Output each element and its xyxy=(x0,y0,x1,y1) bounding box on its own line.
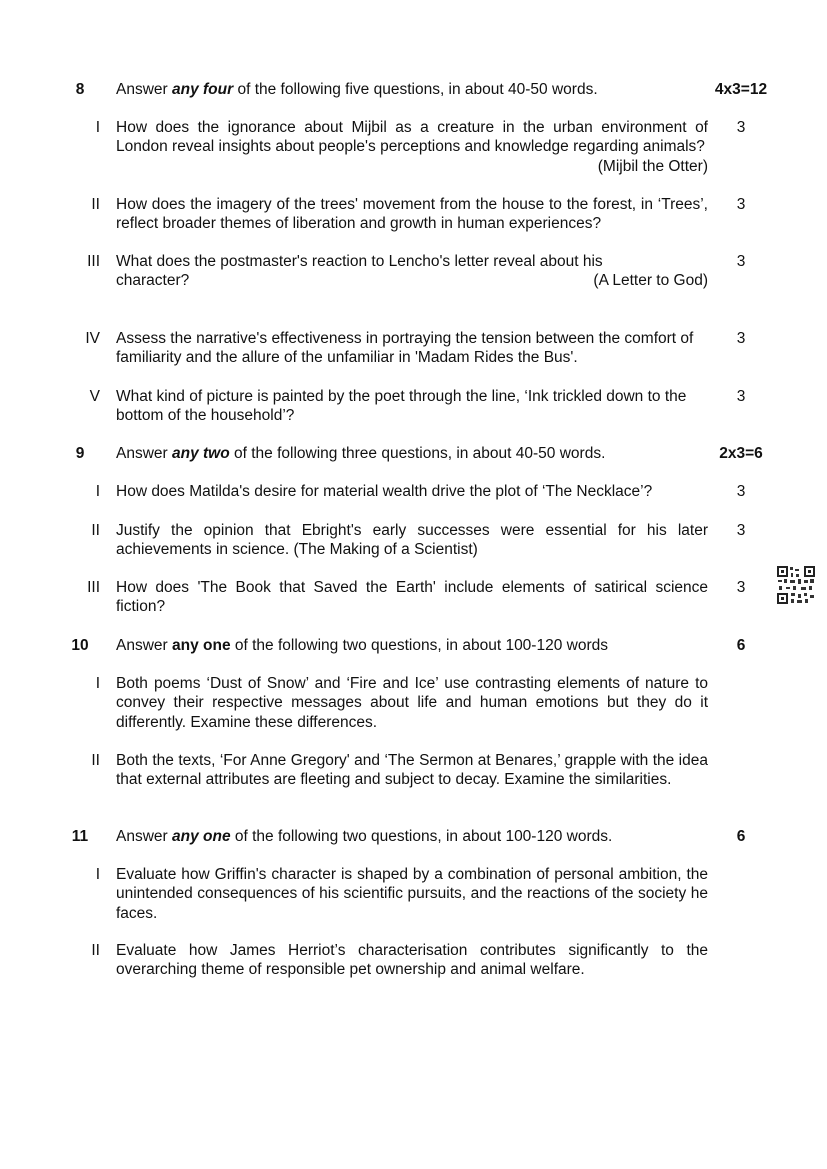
source-reference: (A Letter to God) xyxy=(593,272,708,290)
question-marks: 2x3=6 xyxy=(719,445,763,462)
sub-question-text: Justify the opinion that Ebright's early successes were essential for his later achievements in science. (The Making of a Scientist) xyxy=(116,522,708,559)
sub-question-numeral: III xyxy=(87,579,100,596)
sub-question-numeral: II xyxy=(91,942,100,959)
sub-question-text: How does Matilda's desire for material wealth drive the plot of ‘The Necklace’? xyxy=(116,483,653,500)
sub-question-text: What does the postmaster's reaction to Lencho's letter reveal about his character? (A Letter to God) xyxy=(116,253,708,290)
sub-question-marks: 3 xyxy=(736,388,746,405)
sub-question-numeral: IV xyxy=(85,330,100,347)
sub-question-numeral: II xyxy=(91,752,100,769)
sub-question-text: Both the texts, ‘For Anne Gregory' and ‘The Sermon at Benares,’ grapple with the idea that external attributes are fleeting and subject to decay. Examine the similarities. xyxy=(116,752,708,789)
sub-question-numeral: II xyxy=(91,522,100,539)
sub-question-text: Assess the narrative's effectiveness in portraying the tension between the comfort of familiarity and the allure of the unfamiliar in 'Madam Rides the Bus'. xyxy=(116,330,694,367)
sub-question-marks: 3 xyxy=(736,119,746,136)
sub-question-text: Evaluate how James Herriot’s characterisation contributes significantly to the overarching theme of responsible pet ownership and animal welfare. xyxy=(116,942,708,979)
sub-question-marks: 3 xyxy=(736,579,746,596)
sub-question-numeral: III xyxy=(87,253,100,270)
sub-question-text: Both poems ‘Dust of Snow’ and ‘Fire and Ice’ use contrasting elements of nature to convey their respective messages about life and human emotions but they do it differently. Examine these differences. xyxy=(116,675,708,731)
question-marks: 6 xyxy=(736,828,746,845)
question-number: 9 xyxy=(75,445,85,462)
question-instruction: Answer any one of the following two questions, in about 100-120 words xyxy=(116,637,608,654)
qr-code xyxy=(776,565,816,605)
sub-question-text: Evaluate how Griffin's character is shaped by a combination of personal ambition, the unintended consequences of his scientific pursuits, and the reactions of the society he faces. xyxy=(116,866,708,922)
sub-question-text: How does 'The Book that Saved the Earth' include elements of satirical science fiction? xyxy=(116,579,708,616)
sub-question-marks: 3 xyxy=(736,196,746,213)
sub-question-numeral: I xyxy=(95,866,100,883)
question-marks: 6 xyxy=(736,637,746,654)
question-number: 11 xyxy=(71,828,89,845)
sub-question-text: What kind of picture is painted by the poet through the line, ‘Ink trickled down to the bottom of the household’? xyxy=(116,388,687,425)
sub-question-numeral: I xyxy=(95,675,100,692)
sub-question-marks: 3 xyxy=(736,483,746,500)
sub-question-numeral: II xyxy=(91,196,100,213)
sub-question-text: How does the imagery of the trees' movement from the house to the forest, in ‘Trees’, reflect broader themes of liberation and growth in human experiences? xyxy=(116,196,708,233)
question-instruction: Answer any two of the following three questions, in about 40-50 words. xyxy=(116,445,606,462)
sub-question-numeral: V xyxy=(89,388,100,405)
question-instruction: Answer any four of the following five questions, in about 40-50 words. xyxy=(116,81,598,98)
sub-question-marks: 3 xyxy=(736,522,746,539)
question-instruction: Answer any one of the following two questions, in about 100-120 words. xyxy=(116,828,613,845)
sub-question-numeral: I xyxy=(95,483,100,500)
sub-question-text: How does the ignorance about Mijbil as a creature in the urban environment of London reveal insights about people's perceptions and knowledge regarding animals? (Mijbil the Otter) xyxy=(116,119,708,175)
question-number: 8 xyxy=(75,81,85,98)
question-number: 10 xyxy=(71,637,89,654)
sub-question-numeral: I xyxy=(95,119,100,136)
question-marks: 4x3=12 xyxy=(714,81,768,98)
sub-question-marks: 3 xyxy=(736,330,746,347)
sub-question-marks: 3 xyxy=(736,253,746,270)
source-reference: (Mijbil the Otter) xyxy=(597,157,708,175)
